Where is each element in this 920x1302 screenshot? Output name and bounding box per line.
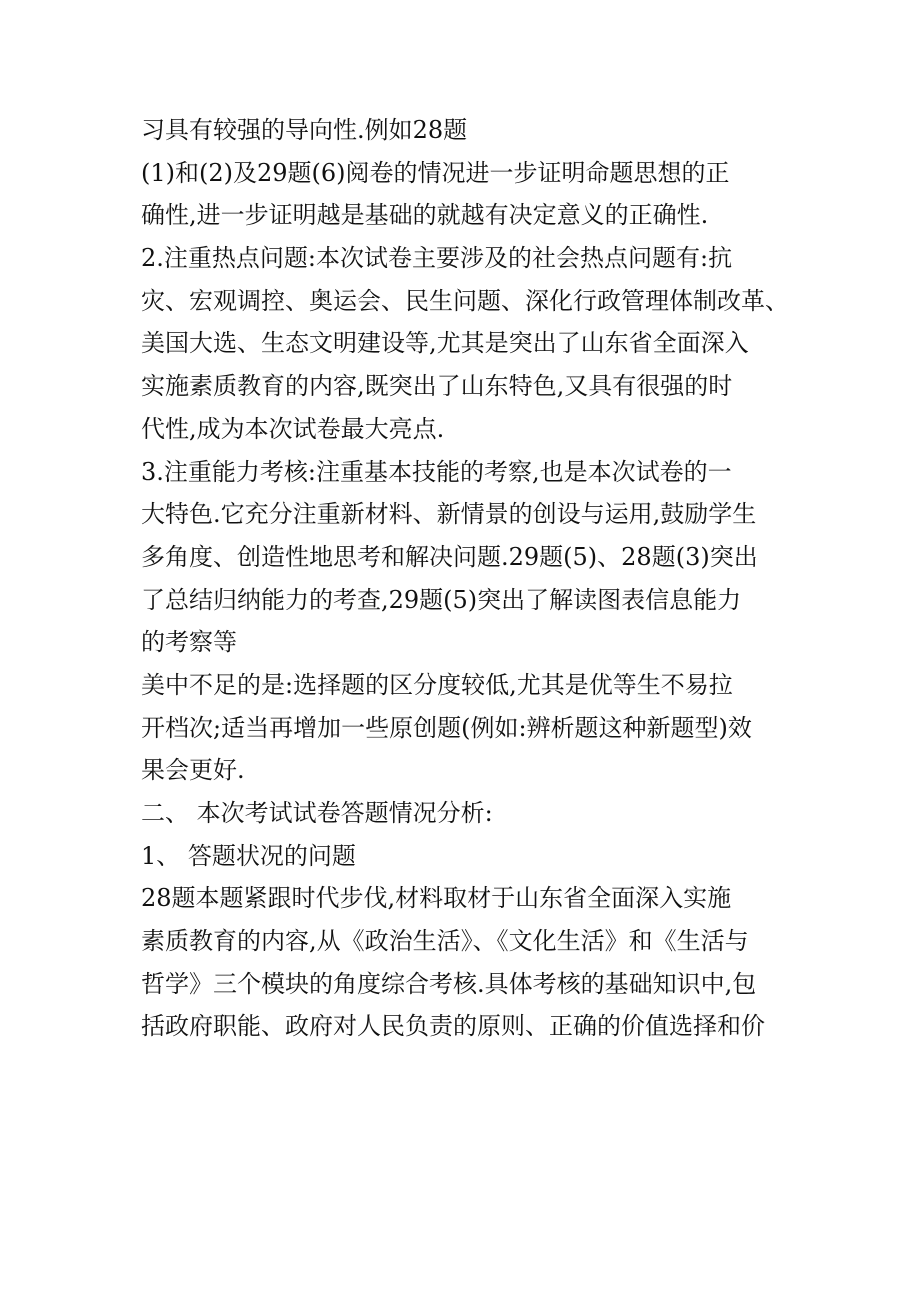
subsection-heading: 1、 答题状况的问题 <box>141 841 356 870</box>
text-line: 习具有较强的导向性.例如28题 <box>141 116 468 144</box>
text-line: 括政府职能、政府对人民负责的原则、正确的价值选择和价 <box>141 1012 765 1041</box>
text-line: 28题本题紧跟时代步伐,材料取材于山东省全面深入实施 <box>141 884 732 913</box>
document-body <box>141 109 791 1048</box>
text-line: 3.注重能力考核:注重基本技能的考察,也是本次试卷的一 <box>141 457 732 486</box>
text-line: 美中不足的是:选择题的区分度较低,尤其是优等生不易拉 <box>141 670 733 699</box>
text-line: 哲学》三个模块的角度综合考核.具体考核的基础知识中,包 <box>141 969 757 998</box>
text-line: 确性,进一步证明越是基础的就越有决定意义的正确性. <box>141 201 709 230</box>
text-line: (1)和(2)及29题(6)阅卷的情况进一步证明命题思想的正 <box>141 158 730 187</box>
text-line: 实施素质教育的内容,既突出了山东特色,又具有很强的时 <box>141 372 733 401</box>
text-line: 开档次;适当再增加一些原创题(例如:辨析题这种新题型)效 <box>141 713 752 742</box>
text-line: 果会更好. <box>141 756 245 785</box>
text-line: 大特色.它充分注重新材料、新情景的创设与运用,鼓励学生 <box>141 500 757 529</box>
text-line: 美国大选、生态文明建设等,尤其是突出了山东省全面深入 <box>141 329 749 358</box>
text-line: 多角度、创造性地思考和解决问题.29题(5)、28题(3)突出 <box>141 542 758 571</box>
text-line: 素质教育的内容,从《政治生活》、《文化生活》和《生活与 <box>141 927 749 956</box>
text-line: 灾、宏观调控、奥运会、民生问题、深化行政管理体制改革、 <box>141 286 789 315</box>
text-line: 代性,成为本次试卷最大亮点. <box>141 414 445 443</box>
text-line: 2.注重热点问题:本次试卷主要涉及的社会热点问题有:抗 <box>141 244 733 273</box>
section-heading: 二、 本次考试试卷答题情况分析: <box>141 799 493 827</box>
text-line: 的考察等 <box>141 628 237 657</box>
text-line: 了总结归纳能力的考查,29题(5)突出了解读图表信息能力 <box>141 585 742 614</box>
